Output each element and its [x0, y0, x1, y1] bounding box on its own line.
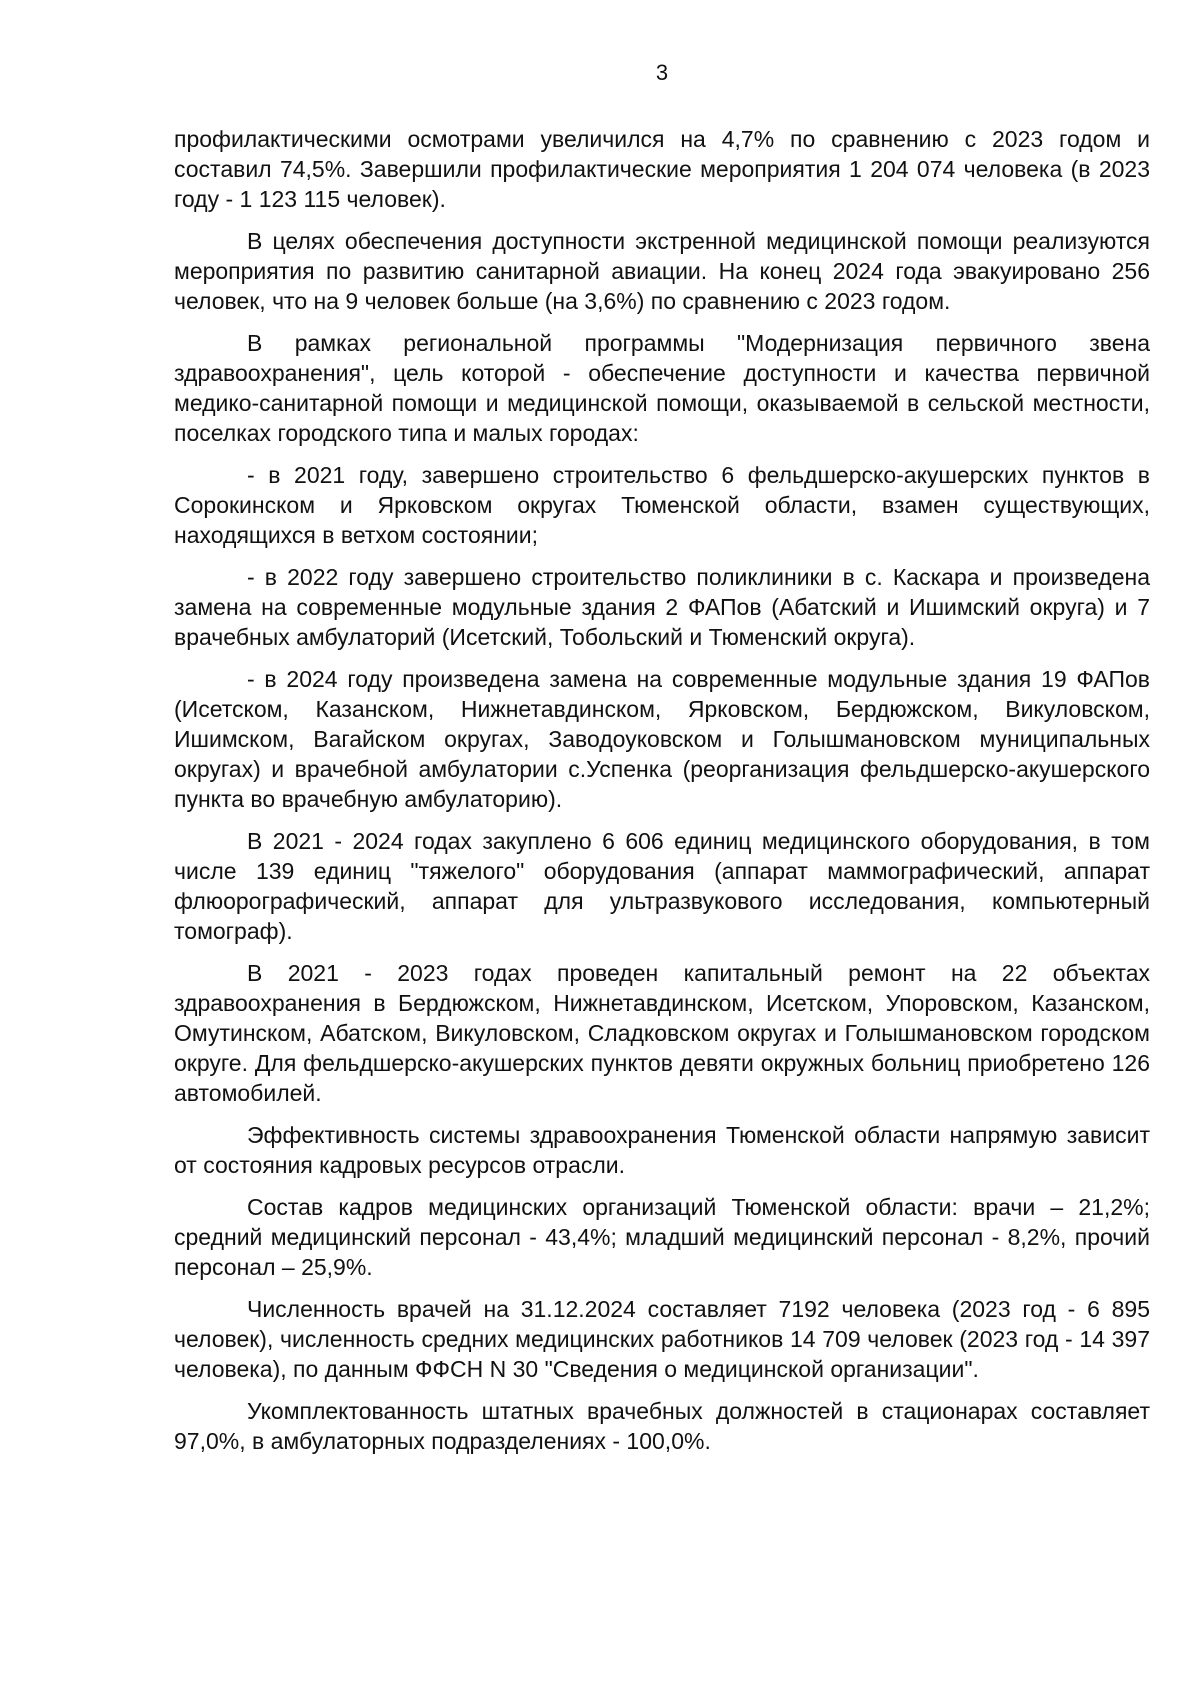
paragraph-2021-construction: - в 2021 году, завершено строительство 6 фельдшерско-акушерских пунктов в Сорокинском и Ярковском округах Тюменской области, взамен существующих, находящихся в ветхом состоянии; — [174, 462, 1150, 548]
paragraph-sanitary-aviation: В целях обеспечения доступности экстренной медицинской помощи реализуются мероприятия по развитию санитарной авиации. На конец 2024 года эвакуировано 256 человек, что на 9 человек больше (на 3,6%) по сравнению с 2023 годом. — [174, 228, 1150, 314]
paragraph-primary-care-program: В рамках региональной программы "Модернизация первичного звена здравоохранения", цель которой - обеспечение доступности и качества первичной медико-санитарной помощи и медицинской помощи, оказываемой в сельской местности, поселках городского типа и малых городах: — [174, 330, 1150, 446]
paragraph-preventive-exams: профилактическими осмотрами увеличился на 4,7% по сравнению с 2023 годом и составил 74,5%. Завершили профилактические мероприятия 1 204 074 человека (в 2023 году - 1 123 115 человек). — [174, 126, 1150, 212]
page-number: 3 — [655, 60, 669, 85]
paragraph-staff-efficiency: Эффективность системы здравоохранения Тюменской области напрямую зависит от состояния кадровых ресурсов отрасли. — [174, 1122, 1150, 1178]
paragraph-2022-construction: - в 2022 году завершено строительство поликлиники в с. Каскара и произведена замена на современные модульные здания 2 ФАПов (Абатский и Ишимский округа) и 7 врачебных амбулаторий (Исетский, Тобольский и Тюменский округа). — [174, 564, 1150, 650]
paragraph-staffing-level: Укомплектованность штатных врачебных должностей в стационарах составляет 97,0%, в амбулаторных подразделениях - 100,0%. — [174, 1398, 1150, 1454]
paragraph-staff-composition: Состав кадров медицинских организаций Тюменской области: врачи – 21,2%; средний медицинский персонал - 43,4%; младший медицинский персонал - 8,2%, прочий персонал – 25,9%. — [174, 1194, 1150, 1280]
paragraph-doctor-count: Численность врачей на 31.12.2024 составляет 7192 человека (2023 год - 6 895 человек), численность средних медицинских работников 14 709 человек (2023 год - 14 397 человека), по данным ФФСН N 30 "Сведения о медицинской организации". — [174, 1296, 1150, 1382]
document-body — [174, 124, 1150, 1456]
paragraph-capital-repair: В 2021 - 2023 годах проведен капитальный ремонт на 22 объектах здравоохранения в Бердюжском, Нижнетавдинском, Исетском, Упоровском, Казанском, Омутинском, Абатском, Викуловском, Сладковском округах и Голышмановском городском округе. Для фельдшерско-акушерских пунктов девяти окружных больниц приобретено 126 автомобилей. — [174, 960, 1150, 1106]
paragraph-equipment-purchase: В 2021 - 2024 годах закуплено 6 606 единиц медицинского оборудования, в том числе 139 единиц "тяжелого" оборудования (аппарат маммографический, аппарат флюорографический, аппарат для ультразвукового исследования, компьютерный томограф). — [174, 828, 1150, 944]
paragraph-2024-replacement: - в 2024 году произведена замена на современные модульные здания 19 ФАПов (Исетском, Казанском, Нижнетавдинском, Ярковском, Бердюжском, Викуловском, Ишимском, Вагайском округах, Заводоуковском и Голышмановском муниципальных округах) и врачебной амбулатории с.Успенка (реорганизация фельдшерско-акушерского пункта во врачебную амбулаторию). — [174, 666, 1150, 812]
